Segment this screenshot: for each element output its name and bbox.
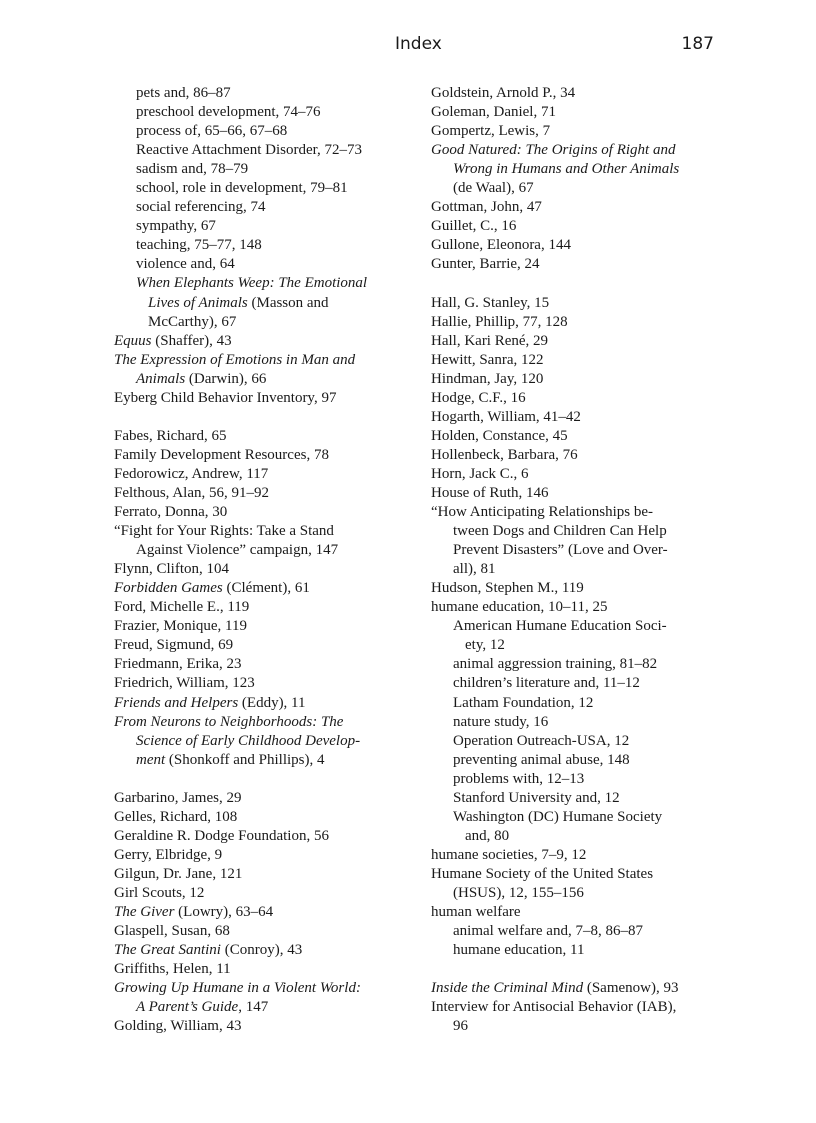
index-entry — [114, 446, 414, 465]
entry-text: Humane Society of the United States — [431, 865, 654, 882]
entry-text: animal aggression training, 81–82 — [453, 656, 658, 673]
index-subentry — [431, 751, 731, 770]
index-subentry — [431, 655, 731, 674]
entry-text: Ford, Michelle E., 119 — [114, 599, 250, 616]
index-entry — [114, 484, 414, 503]
entry-title-italic: Animals — [136, 370, 186, 387]
index-subentry — [431, 179, 731, 198]
entry-text: human welfare — [431, 904, 521, 921]
entry-text: Fabes, Richard, 65 — [114, 427, 227, 444]
index-entry — [431, 484, 731, 503]
entry-text: Gerry, Elbridge, 9 — [114, 846, 223, 863]
index-entry — [431, 503, 731, 522]
entry-title-italic: From Neurons to Neighborhoods: The — [114, 713, 344, 730]
index-subentry — [431, 541, 731, 560]
entry-text: humane education, 10–11, 25 — [431, 599, 608, 616]
index-entry — [431, 332, 731, 351]
entry-title-italic: When Elephants Weep: The Emotional — [136, 275, 368, 292]
entry-text: Hallie, Phillip, 77, 128 — [431, 313, 568, 330]
index-entry — [431, 84, 731, 103]
entry-text: pets and, 86–87 — [136, 85, 231, 101]
entry-text: Girl Scouts, 12 — [114, 884, 205, 901]
index-subentry — [431, 560, 731, 579]
index-entry — [431, 351, 731, 370]
index-entry — [431, 998, 731, 1017]
entry-text: Interview for Antisocial Behavior (IAB), — [431, 999, 677, 1016]
index-entry — [431, 294, 731, 313]
index-entry — [114, 960, 414, 979]
index-subentry — [431, 522, 731, 541]
entry-text: Gilgun, Dr. Jane, 121 — [114, 865, 243, 882]
index-entry — [114, 846, 414, 865]
entry-title-italic: Science of Early Childhood Develop- — [136, 732, 361, 749]
entry-text: Operation Outreach-USA, 12 — [453, 732, 630, 749]
index-entry — [114, 694, 414, 713]
entry-text: children’s literature and, 11–12 — [453, 675, 640, 692]
index-entry — [431, 141, 731, 160]
entry-text: Geraldine R. Dodge Foundation, 56 — [114, 827, 329, 844]
entry-title-italic: A Parent’s Guide — [136, 999, 239, 1016]
entry-text: nature study, 16 — [453, 713, 549, 730]
entry-title-italic: The Expression of Emotions in Man and — [114, 351, 356, 368]
index-subentry — [431, 808, 731, 827]
entry-title-italic: Lives of Animals — [148, 294, 248, 311]
entry-text: Gunter, Barrie, 24 — [431, 256, 540, 273]
index-entry — [114, 389, 414, 408]
entry-text: sympathy, 67 — [136, 218, 216, 235]
entry-text: Washington (DC) Humane Society — [453, 808, 663, 825]
letter-group-separator — [114, 770, 414, 789]
entry-text: Gottman, John, 47 — [431, 199, 542, 216]
index-subentry — [431, 160, 731, 179]
letter-group-separator — [114, 408, 414, 427]
entry-text: Goldstein, Arnold P., 34 — [431, 85, 576, 101]
entry-text: Holden, Constance, 45 — [431, 427, 568, 444]
index-subentry — [114, 103, 414, 122]
entry-text: Stanford University and, 12 — [453, 789, 620, 806]
index-subentry — [431, 789, 731, 808]
entry-title-italic: Good Natured: The Origins of Right and — [431, 142, 676, 159]
letter-group-separator — [431, 274, 731, 293]
entry-text: Goleman, Daniel, 71 — [431, 104, 556, 121]
index-entry — [114, 655, 414, 674]
index-subentry — [114, 198, 414, 217]
index-entry — [431, 465, 731, 484]
index-subentry — [431, 770, 731, 789]
entry-text: teaching, 75–77, 148 — [136, 237, 262, 254]
index-subentry — [431, 1017, 731, 1036]
entry-title-italic: The Giver — [114, 904, 175, 921]
entry-text: Hodge, C.F., 16 — [431, 389, 526, 406]
index-column-left — [114, 84, 414, 1036]
entry-text: Reactive Attachment Disorder, 72–73 — [136, 142, 363, 159]
entry-text: Gelles, Richard, 108 — [114, 808, 238, 825]
index-entry — [431, 446, 731, 465]
index-entry — [431, 979, 731, 998]
entry-text: Hindman, Jay, 120 — [431, 370, 544, 387]
entry-text: Ferrato, Donna, 30 — [114, 504, 228, 521]
index-entry — [114, 617, 414, 636]
index-subentry — [114, 122, 414, 141]
index-entry — [114, 522, 414, 541]
entry-text: preventing animal abuse, 148 — [453, 751, 630, 768]
entry-text: Prevent Disasters” (Love and Over- — [453, 542, 668, 559]
index-subentry — [114, 141, 414, 160]
index-entry — [114, 789, 414, 808]
index-entry — [114, 636, 414, 655]
entry-text: Garbarino, James, 29 — [114, 789, 242, 806]
index-entry — [114, 922, 414, 941]
index-entry — [431, 846, 731, 865]
entry-text: tween Dogs and Children Can Help — [453, 523, 667, 540]
entry-text: school, role in development, 79–81 — [136, 180, 348, 197]
entry-text: Friedmann, Erika, 23 — [114, 656, 242, 673]
entry-text: (Conroy), 43 — [220, 942, 303, 959]
index-entry — [114, 884, 414, 903]
entry-title-italic: Growing Up Humane in a Violent World: — [114, 980, 361, 997]
entry-text: process of, 65–66, 67–68 — [136, 123, 288, 140]
entry-text: McCarthy), 67 — [148, 313, 237, 330]
entry-text: Friedrich, William, 123 — [114, 675, 255, 692]
entry-text: all), 81 — [453, 561, 496, 578]
index-entry — [114, 465, 414, 484]
index-entry — [431, 865, 731, 884]
entry-text: Hogarth, William, 41–42 — [431, 408, 581, 425]
index-entry — [114, 598, 414, 617]
index-subentry — [114, 179, 414, 198]
index-subentry — [431, 732, 731, 751]
entry-text: preschool development, 74–76 — [136, 104, 321, 121]
index-subentry — [431, 922, 731, 941]
running-head: Index — [395, 34, 442, 54]
entry-text: humane education, 11 — [453, 942, 585, 959]
entry-text: Hewitt, Sanra, 122 — [431, 351, 544, 368]
index-entry — [431, 198, 731, 217]
entry-text: Horn, Jack C., 6 — [431, 465, 529, 482]
entry-text: (HSUS), 12, 155–156 — [453, 884, 584, 901]
entry-title-italic: Friends and Helpers — [114, 694, 239, 711]
entry-text: sadism and, 78–79 — [136, 161, 249, 178]
index-entry — [114, 713, 414, 732]
entry-text: Family Development Resources, 78 — [114, 446, 329, 463]
index-column-right — [431, 84, 731, 1036]
entry-text: humane societies, 7–9, 12 — [431, 846, 587, 863]
index-entry — [114, 979, 414, 998]
entry-text: Hollenbeck, Barbara, 76 — [431, 446, 578, 463]
index-entry — [431, 903, 731, 922]
entry-text: Hall, Kari René, 29 — [431, 332, 549, 349]
index-entry — [431, 255, 731, 274]
entry-text: “How Anticipating Relationships be- — [431, 504, 654, 521]
entry-text: (de Waal), 67 — [453, 180, 534, 197]
index-entry — [114, 808, 414, 827]
entry-title-italic: Inside the Criminal Mind — [431, 980, 584, 997]
entry-text: Griffiths, Helen, 11 — [114, 961, 231, 978]
index-subentry — [431, 694, 731, 713]
index-entry — [114, 903, 414, 922]
index-subentry — [114, 998, 414, 1017]
index-entry — [431, 389, 731, 408]
entry-text: Glaspell, Susan, 68 — [114, 923, 230, 940]
entry-text: Gullone, Eleonora, 144 — [431, 237, 571, 254]
entry-text: 96 — [453, 1018, 468, 1035]
entry-text: Golding, William, 43 — [114, 1018, 242, 1035]
index-entry — [114, 503, 414, 522]
index-entry — [114, 1017, 414, 1036]
index-entry — [114, 827, 414, 846]
index-subentry — [431, 827, 731, 846]
entry-text: Against Violence” campaign, 147 — [136, 542, 339, 559]
entry-text: Freud, Sigmund, 69 — [114, 637, 234, 654]
index-entry — [114, 674, 414, 693]
entry-text: Eyberg Child Behavior Inventory, 97 — [114, 389, 337, 406]
index-entry — [431, 598, 731, 617]
entry-text: Fedorowicz, Andrew, 117 — [114, 465, 269, 482]
index-subentry — [114, 732, 414, 751]
index-entry — [114, 560, 414, 579]
entry-title-italic: Wrong in Humans and Other Animals — [453, 161, 680, 178]
index-subentry — [114, 370, 414, 389]
entry-text: social referencing, 74 — [136, 199, 266, 216]
index-subentry — [431, 884, 731, 903]
index-entry — [114, 351, 414, 370]
entry-text: Guillet, C., 16 — [431, 218, 517, 235]
letter-group-separator — [431, 960, 731, 979]
index-subentry — [114, 751, 414, 770]
entry-text: Flynn, Clifton, 104 — [114, 561, 230, 578]
index-subentry — [114, 274, 414, 293]
index-entry — [114, 332, 414, 351]
entry-title-italic: Equus — [114, 332, 152, 349]
entry-text: House of Ruth, 146 — [431, 484, 549, 501]
index-subentry — [431, 674, 731, 693]
entry-text: problems with, 12–13 — [453, 770, 585, 787]
entry-text: (Darwin), 66 — [185, 370, 267, 387]
index-entry — [431, 236, 731, 255]
page-header — [0, 34, 816, 58]
index-entry — [431, 408, 731, 427]
entry-text: Frazier, Monique, 119 — [114, 618, 247, 635]
entry-text: , 147 — [238, 999, 269, 1016]
index-entry — [431, 122, 731, 141]
index-subentry — [114, 236, 414, 255]
entry-text: (Lowry), 63–64 — [174, 904, 274, 921]
index-subentry — [114, 160, 414, 179]
index-entry — [114, 941, 414, 960]
index-entry — [114, 579, 414, 598]
entry-text: ety, 12 — [465, 637, 505, 654]
index-entry — [431, 103, 731, 122]
entry-text: and, 80 — [465, 827, 510, 844]
entry-text: animal welfare and, 7–8, 86–87 — [453, 923, 643, 940]
index-entry — [431, 313, 731, 332]
index-subentry — [114, 84, 414, 103]
index-subentry — [431, 713, 731, 732]
entry-title-italic: The Great Santini — [114, 942, 221, 959]
entry-text: (Masson and — [247, 294, 329, 311]
entry-text: (Samenow), 93 — [583, 980, 679, 997]
index-entry — [114, 427, 414, 446]
entry-text: (Shaffer), 43 — [151, 332, 232, 349]
index-subentry — [114, 313, 414, 332]
index-subentry — [431, 941, 731, 960]
entry-text: (Eddy), 11 — [238, 694, 306, 711]
index-subentry — [114, 541, 414, 560]
index-entry — [431, 217, 731, 236]
page-number: 187 — [681, 34, 714, 54]
entry-text: Hall, G. Stanley, 15 — [431, 294, 550, 311]
entry-text: violence and, 64 — [136, 256, 235, 273]
index-entry — [431, 579, 731, 598]
entry-title-italic: ment — [136, 751, 166, 768]
index-subentry — [431, 636, 731, 655]
entry-text: Gompertz, Lewis, 7 — [431, 123, 551, 140]
entry-text: (Shonkoff and Phillips), 4 — [165, 751, 325, 768]
index-subentry — [114, 255, 414, 274]
index-subentry — [114, 294, 414, 313]
entry-text: (Clément), 61 — [222, 580, 310, 597]
index-entry — [431, 427, 731, 446]
entry-text: American Humane Education Soci- — [453, 618, 667, 635]
entry-text: “Fight for Your Rights: Take a Stand — [114, 523, 334, 540]
index-subentry — [114, 217, 414, 236]
entry-text: Latham Foundation, 12 — [453, 694, 594, 711]
entry-text: Hudson, Stephen M., 119 — [431, 580, 584, 597]
entry-title-italic: Forbidden Games — [114, 580, 223, 597]
index-subentry — [431, 617, 731, 636]
index-entry — [431, 370, 731, 389]
entry-text: Felthous, Alan, 56, 91–92 — [114, 484, 270, 501]
index-entry — [114, 865, 414, 884]
